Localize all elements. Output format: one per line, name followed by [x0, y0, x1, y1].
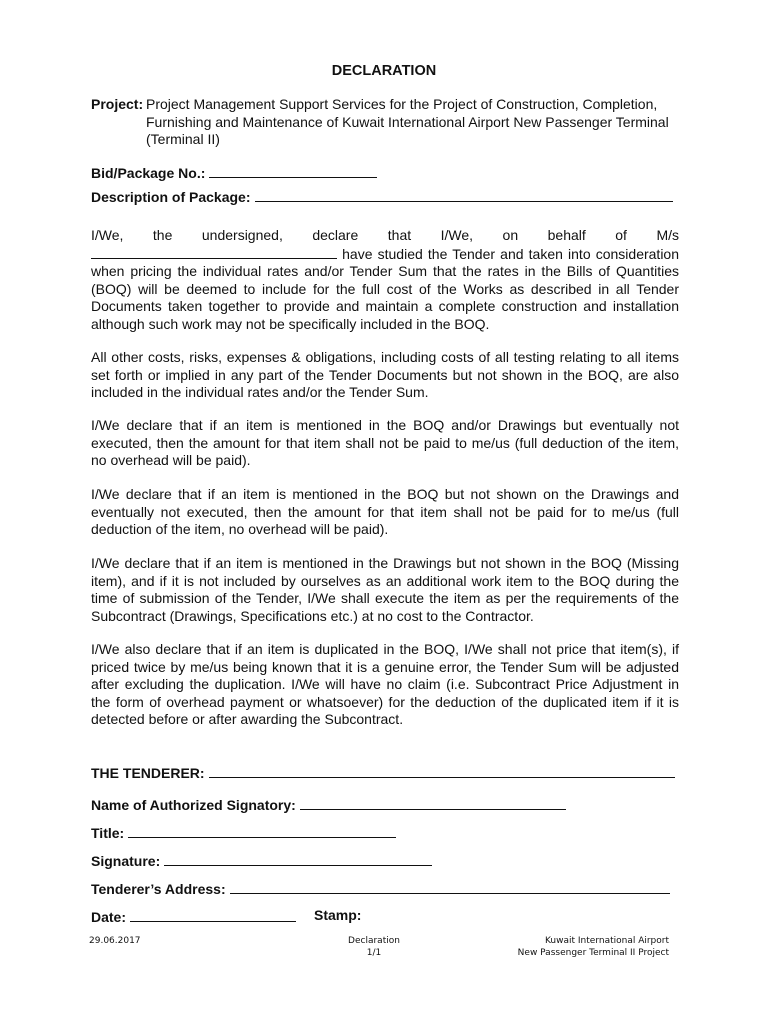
bid-package-blank[interactable] — [209, 163, 377, 178]
paragraph-5: I/We declare that if an item is mentioned in the Drawings but not shown in the BOQ (Missing item), and if it is not included by ourselves as an additional work item to the BOQ during the time of submission of the Tender, I/We shall execute the item as per the requirements of the Subcontract (Drawings, Specifications etc.) at no cost to the Contractor. — [91, 555, 679, 624]
date-label: Date: — [91, 909, 127, 925]
company-name-blank[interactable] — [91, 245, 337, 259]
bid-package-label: Bid/Package No.: — [91, 165, 206, 181]
signatory-label: Name of Authorized Signatory: — [91, 797, 296, 813]
paragraph-1-intro: I/We, the undersigned, declare that I/We, on behalf of M/s — [91, 227, 679, 243]
footer-page-number: 1/1 — [366, 948, 382, 958]
description-blank[interactable] — [255, 187, 673, 202]
stamp-field — [314, 907, 361, 923]
title-field — [91, 823, 396, 841]
tenderer-blank[interactable] — [209, 763, 675, 778]
address-field — [91, 879, 670, 897]
date-blank[interactable] — [130, 907, 296, 922]
footer-org-line1: Kuwait International Airport — [544, 936, 669, 946]
signature-field — [91, 851, 432, 869]
bid-package-field — [91, 163, 377, 181]
footer-date: 29.06.2017 — [89, 936, 141, 946]
project-label: Project: — [91, 96, 144, 112]
paragraph-6: I/We also declare that if an item is duplicated in the BOQ, I/We shall not price that item(s), if priced twice by me/us being known that it is a genuine error, the Tender Sum will be adjusted after excluding the duplication. I/We will have no claim (i.e. Subcontract Price Adjustment in the form of overhead payment or whatsoever) for the deduction of the duplicated item if it is detected before or after awarding the Subcontract. — [91, 641, 679, 728]
date-field — [91, 907, 296, 925]
page-title: DECLARATION — [331, 63, 437, 79]
footer-doc-name: Declaration — [348, 936, 400, 946]
title-label: Title: — [91, 825, 125, 841]
signature-label: Signature: — [91, 853, 161, 869]
footer-org-line2: New Passenger Terminal II Project — [517, 948, 669, 958]
address-label: Tenderer’s Address: — [91, 881, 226, 897]
tenderer-field — [91, 763, 675, 781]
paragraph-1-body: have studied the Tender and taken into consideration when pricing the individual rates and/or Tender Sum that the rates in the Bills of Quantities (BOQ) will be deemed to include for the full cost of the Works as described in all Tender Documents taken together to provide and maintain a complete construction and installation although such work may not be specifically included in the BOQ. — [91, 245, 680, 332]
signature-blank[interactable] — [164, 851, 432, 866]
description-label: Description of Package: — [91, 189, 251, 205]
paragraph-4: I/We declare that if an item is mentioned in the BOQ but not shown on the Drawings and eventually not executed, then the amount for that item shall not be paid for to me/us (full deduction of the item, no overhead will be paid). — [91, 486, 679, 538]
project-description: Project Management Support Services for the Project of Construction, Completion, Furnishing and Maintenance of Kuwait International Airport New Passenger Terminal (Terminal II) — [146, 96, 669, 147]
footer-project — [480, 935, 669, 959]
footer-center — [300, 935, 448, 959]
paragraph-1 — [91, 227, 679, 334]
signatory-blank[interactable] — [300, 795, 566, 810]
address-blank[interactable] — [230, 879, 670, 894]
stamp-label: Stamp: — [314, 907, 362, 923]
tenderer-label: THE TENDERER: — [91, 765, 205, 781]
signatory-field — [91, 795, 566, 813]
paragraph-3: I/We declare that if an item is mentioned in the BOQ and/or Drawings but eventually not executed, then the amount for that item shall not be paid to me/us (full deduction of the item, no overhead will be paid). — [91, 417, 679, 469]
description-field — [91, 187, 673, 205]
title-blank[interactable] — [128, 823, 396, 838]
paragraph-2: All other costs, risks, expenses & obligations, including costs of all testing relating to all items set forth or implied in any part of the Tender Documents but not shown in the BOQ, are also included in the individual rates and/or the Tender Sum. — [91, 349, 679, 401]
